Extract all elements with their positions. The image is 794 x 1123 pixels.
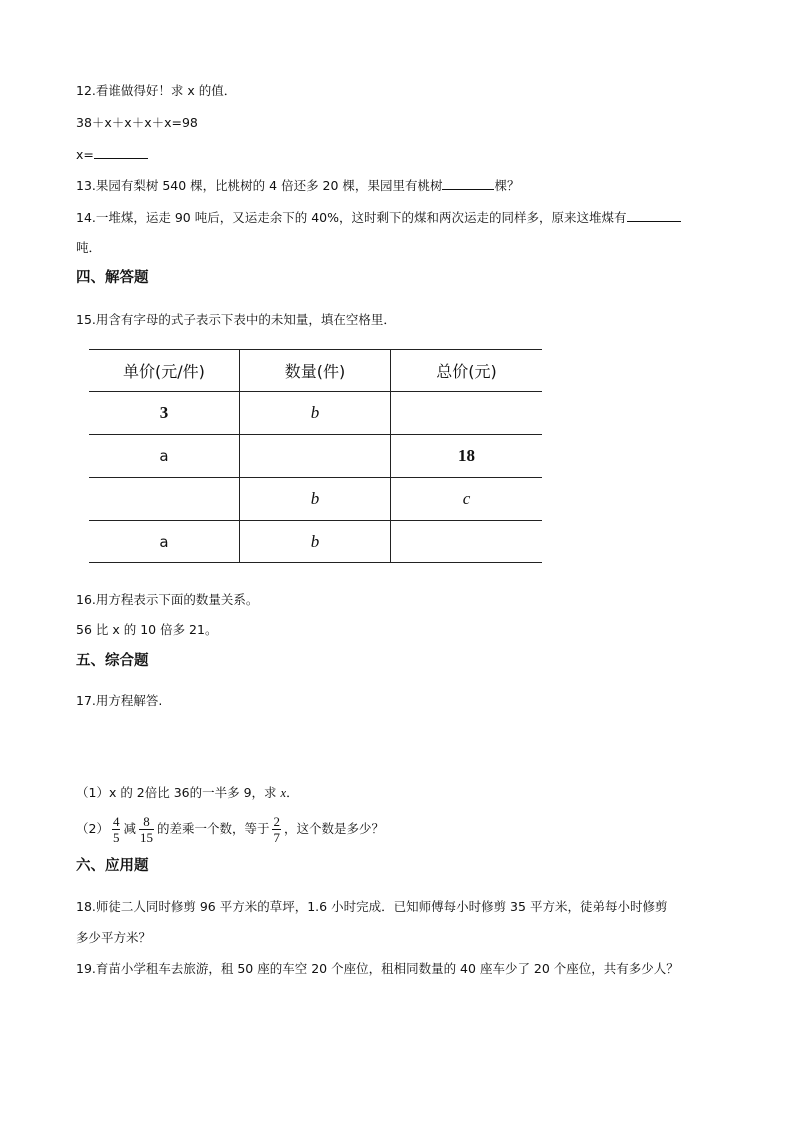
q17-part1-var: x [280, 786, 287, 800]
table-header-quantity: 数量(件) [284, 361, 346, 381]
q16-text: 56 比 x 的 10 倍多 21。 [76, 622, 218, 637]
table-header-total-price: 总价(元) [436, 361, 497, 381]
q17-part1-end: ． [286, 785, 299, 800]
q13-answer-blank[interactable] [442, 176, 494, 190]
section-5-heading: 五、综合题 [76, 653, 149, 669]
q17-part2-text: 的差乘一个数，等于 [156, 821, 270, 836]
table-cell-blank[interactable] [391, 392, 542, 434]
q17-part2 [76, 813, 384, 845]
q17-part2-end: ，这个数是多少？ [283, 821, 384, 836]
q12-equation: 38＋x＋x＋x＋x=98 [76, 115, 198, 130]
table-header-unit-price: 单价(元/件) [123, 361, 205, 381]
table-cell: b [310, 489, 320, 508]
section-4-heading: 四、解答题 [76, 270, 149, 286]
q17-title: 17.用方程解答. [76, 693, 163, 708]
table-cell: c [462, 489, 471, 508]
q13-text-after: 棵？ [494, 178, 520, 193]
q17-part2-prefix: （2） [76, 821, 109, 836]
q12-answer [76, 145, 148, 164]
table-cell: a [159, 447, 169, 465]
table-cell: 3 [159, 403, 169, 422]
q14-line2: 吨． [76, 240, 102, 255]
q16-title: 16.用方程表示下面的数量关系。 [76, 592, 259, 607]
fraction-2-7: $\frac{2}{7}$ [273, 814, 280, 845]
q15-title: 15.用含有字母的式子表示下表中的未知量，填在空格里． [76, 312, 396, 327]
table-cell: 18 [458, 446, 475, 465]
q12-title: 12.看谁做得好！求 x 的值． [76, 83, 237, 98]
table-cell: b [310, 403, 320, 422]
table-cell: a [159, 532, 169, 551]
q18-line1: 18.师徒二人同时修剪 96 平方米的草坪，1.6 小时完成．已知师傅每小时修剪 35 平方米，徒弟每小时修剪 [76, 899, 668, 914]
q13 [76, 176, 519, 195]
q17-part1 [76, 784, 299, 802]
fraction-4-5: $\frac{4}{5}$ [112, 814, 120, 845]
q15-table [89, 349, 542, 563]
q14-text-line1: 14.一堆煤，运走 90 吨后，又运走余下的 40%，这时剩下的煤和两次运走的同样多，原来这堆煤有 [76, 210, 627, 225]
q12-answer-blank[interactable] [94, 145, 148, 159]
q14-line1 [76, 208, 681, 227]
q19-text: 19.育苗小学租车去旅游，租 50 座的车空 20 个座位，租相同数量的 40 座车少了 20 个座位，共有多少人？ [76, 961, 679, 976]
q17-part2-mid: 减 [123, 821, 136, 836]
table-cell-blank[interactable] [240, 435, 390, 477]
table-cell-blank[interactable] [89, 478, 239, 520]
section-6-heading: 六、应用题 [76, 858, 149, 874]
q13-text-before: 13.果园有梨树 540 棵，比桃树的 4 倍还多 20 棵，果园里有桃树 [76, 178, 443, 193]
q12-answer-prefix: x= [76, 147, 94, 162]
table-cell-blank[interactable] [391, 521, 542, 562]
q17-part1-text: （1）x 的 2倍比 36的一半多 9，求 [76, 785, 277, 800]
fraction-8-15: $\frac{8}{15}$ [139, 814, 153, 845]
table-cell: b [310, 531, 320, 551]
q18-line2: 多少平方米？ [76, 930, 152, 945]
q14-answer-blank[interactable] [627, 208, 681, 222]
